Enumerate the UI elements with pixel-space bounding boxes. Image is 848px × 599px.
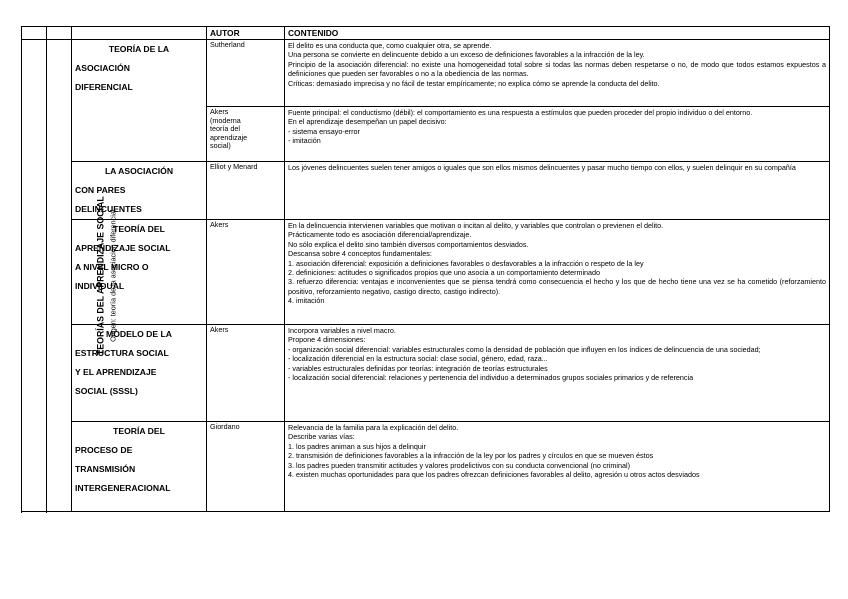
content-line: Críticas: demasiado imprecisa y no fácil de testar empíricamente; no explica cómo se aprende la conducta del delito. [288, 78, 660, 88]
content-line: Prácticamente todo es asociación diferencial/aprendizaje. [288, 230, 472, 240]
content-line: Una persona se convierte en delincuente debido a un exceso de definiciones favorables a la infracción de la ley. [288, 50, 645, 60]
table-row [22, 40, 830, 107]
content-line: - localización social diferencial: relaciones y pertenencia del individuo a determinados grupos sociales primarios y de referencia [288, 373, 694, 383]
header-blank-cell [47, 27, 72, 40]
theory-line: APRENDIZAJE SOCIAL [75, 243, 171, 253]
theory-cell [72, 325, 207, 422]
theory-line: INTERGENERACIONAL [75, 483, 171, 493]
theory-line: LA ASOCIACIÓN [104, 166, 174, 176]
header-autor: AUTOR [207, 27, 285, 40]
author-cell: Elliot y Menard [207, 162, 285, 220]
theory-line: A NIVEL MICRO O [75, 262, 149, 272]
content-line: Relevancia de la familia para la explicación del delito. [288, 423, 459, 432]
theory-line: DELINCUENTES [75, 204, 142, 214]
content-line: 3. los padres pueden transmitir actitudes y valores prodelictivos con su conducta convencional (no criminal) [288, 460, 630, 470]
author-cell: Sutherland [207, 40, 285, 107]
header-row [22, 27, 830, 40]
side-main-label: TEORÍAS DEL APRENDIZAJE SOCIAL [95, 196, 106, 355]
content-line: Los jóvenes delincuentes suelen tener amigos o iguales que son ellos mismos delincuentes y pasar mucho tiempo con ellos, y suelen delinquir en su compañía [288, 163, 796, 172]
theory-line: PROCESO DE [75, 445, 133, 455]
content-line: Descansa sobre 4 conceptos fundamentales: [288, 249, 432, 259]
content-line: 3. refuerzo diferencia: ventajas e inconvenientes que se piensa tendrá como consecuencia el hecho y los que de hecho tiene una vez se ha cometido (reforzamiento positivo, reforzamiento negativo, castigo directo, castigo indirecto). [288, 277, 826, 296]
content-line: 1. asociación diferencial: exposición a definiciones favorables o desfavorables a la infracción o respeto de la ley [288, 258, 644, 268]
content-cell [285, 220, 830, 325]
theory-line: Y EL APRENDIZAJE [75, 367, 157, 377]
table-row [22, 162, 830, 220]
content-line: En el aprendizaje desempeñan un papel decisivo: [288, 117, 447, 127]
table-row [22, 422, 830, 512]
author-line: (moderna [210, 115, 241, 125]
author-line: social) [210, 141, 231, 151]
document-sheet [21, 26, 829, 512]
theory-line: TRANSMISIÓN [75, 464, 136, 474]
theory-line: TEORÍA DEL [113, 224, 165, 234]
content-line: Describe varias vías: [288, 432, 355, 442]
theory-cell [72, 40, 207, 162]
theory-line: MODELO DE LA [106, 329, 172, 339]
theory-line: DIFERENCIAL [75, 82, 133, 92]
content-line: - organización social diferencial: variables estructurales como la densidad de población que influyen en los índices de delincuencia de una sociedad; [288, 344, 761, 354]
header-contenido: CONTENIDO [285, 27, 830, 40]
content-line: 2. definiciones: actitudes o significados propios que uno asocia a un comportamiento determinado [288, 268, 601, 278]
content-line: Fuente principal: el conductismo (débil): el comportamiento es una respuesta a estímulos que pueden proceder del propio individuo o del entorno. [288, 108, 753, 117]
author-cell: Akers [207, 325, 285, 422]
theory-line: ESTRUCTURA SOCIAL [75, 348, 169, 358]
content-line: - imitación [288, 136, 321, 146]
author-line: Akers [210, 107, 229, 116]
content-line: 4. imitación [288, 296, 325, 306]
theory-cell [72, 422, 207, 512]
content-line: El delito es una conducta que, como cualquier otra, se aprende. [288, 41, 492, 50]
table-row [22, 220, 830, 325]
author-line: aprendizaje [210, 132, 248, 142]
theory-line: TEORÍA DE LA [108, 44, 170, 54]
theory-line: TEORÍA DEL [113, 426, 165, 436]
content-cell [285, 162, 830, 220]
content-line: 2. transmisión de definiciones favorables a la infracción de la ley por los padres y círculos en que se mueven éstos [288, 451, 654, 461]
author-cell: Akers [207, 220, 285, 325]
content-line: 1. los padres animan a sus hijos a delinquir [288, 441, 426, 451]
theory-cell [72, 220, 207, 325]
author-cell [207, 107, 285, 162]
content-line: En la delincuencia intervienen variables que motivan o incitan al delito, y variables que controlan o previenen el delito. [288, 221, 664, 230]
theory-line: CON PARES [75, 185, 126, 195]
theories-table [21, 26, 830, 512]
content-cell [285, 422, 830, 512]
content-line: Propone 4 dimensiones: [288, 335, 366, 345]
content-cell [285, 325, 830, 422]
content-line: - sistema ensayo-error [288, 126, 360, 136]
header-blank-cell [22, 27, 47, 40]
author-line: teoría del [210, 124, 240, 134]
content-line: No sólo explica el delito sino también diversos comportamientos desviados. [288, 239, 529, 249]
content-line: - variables estructurales definidas por teorías: integración de teorías estructurales [288, 363, 548, 373]
content-line: Principio de la asociación diferencial: no existe una homogeneidad total sobre si todas las normas deben respetarse o no, de modo que todos estamos expuestos a definiciones que pueden ser favorables o no a la obediencia de las normas. [288, 59, 826, 79]
table-row [22, 325, 830, 422]
content-line: 4. existen muchas oportunidades para que los padres ofrezcan definiciones favorables al delito, agresión u otros actos desviados [288, 470, 700, 480]
theory-line: ASOCIACIÓN [75, 63, 130, 73]
header-blank-cell [72, 27, 207, 40]
side-sub-label: Origen: teoría de la asociación diferencial [108, 209, 118, 342]
content-line: - localización diferencial en la estructura social: clase social, género, edad, raza... [288, 354, 548, 364]
content-cell [285, 107, 830, 162]
content-cell [285, 40, 830, 107]
author-cell: Giordano [207, 422, 285, 512]
theory-cell [72, 162, 207, 220]
content-line: Incorpora variables a nivel macro. [288, 326, 396, 335]
theory-line: INDIVIDUAL [75, 281, 125, 291]
theory-line: SOCIAL (SSSL) [75, 386, 138, 396]
